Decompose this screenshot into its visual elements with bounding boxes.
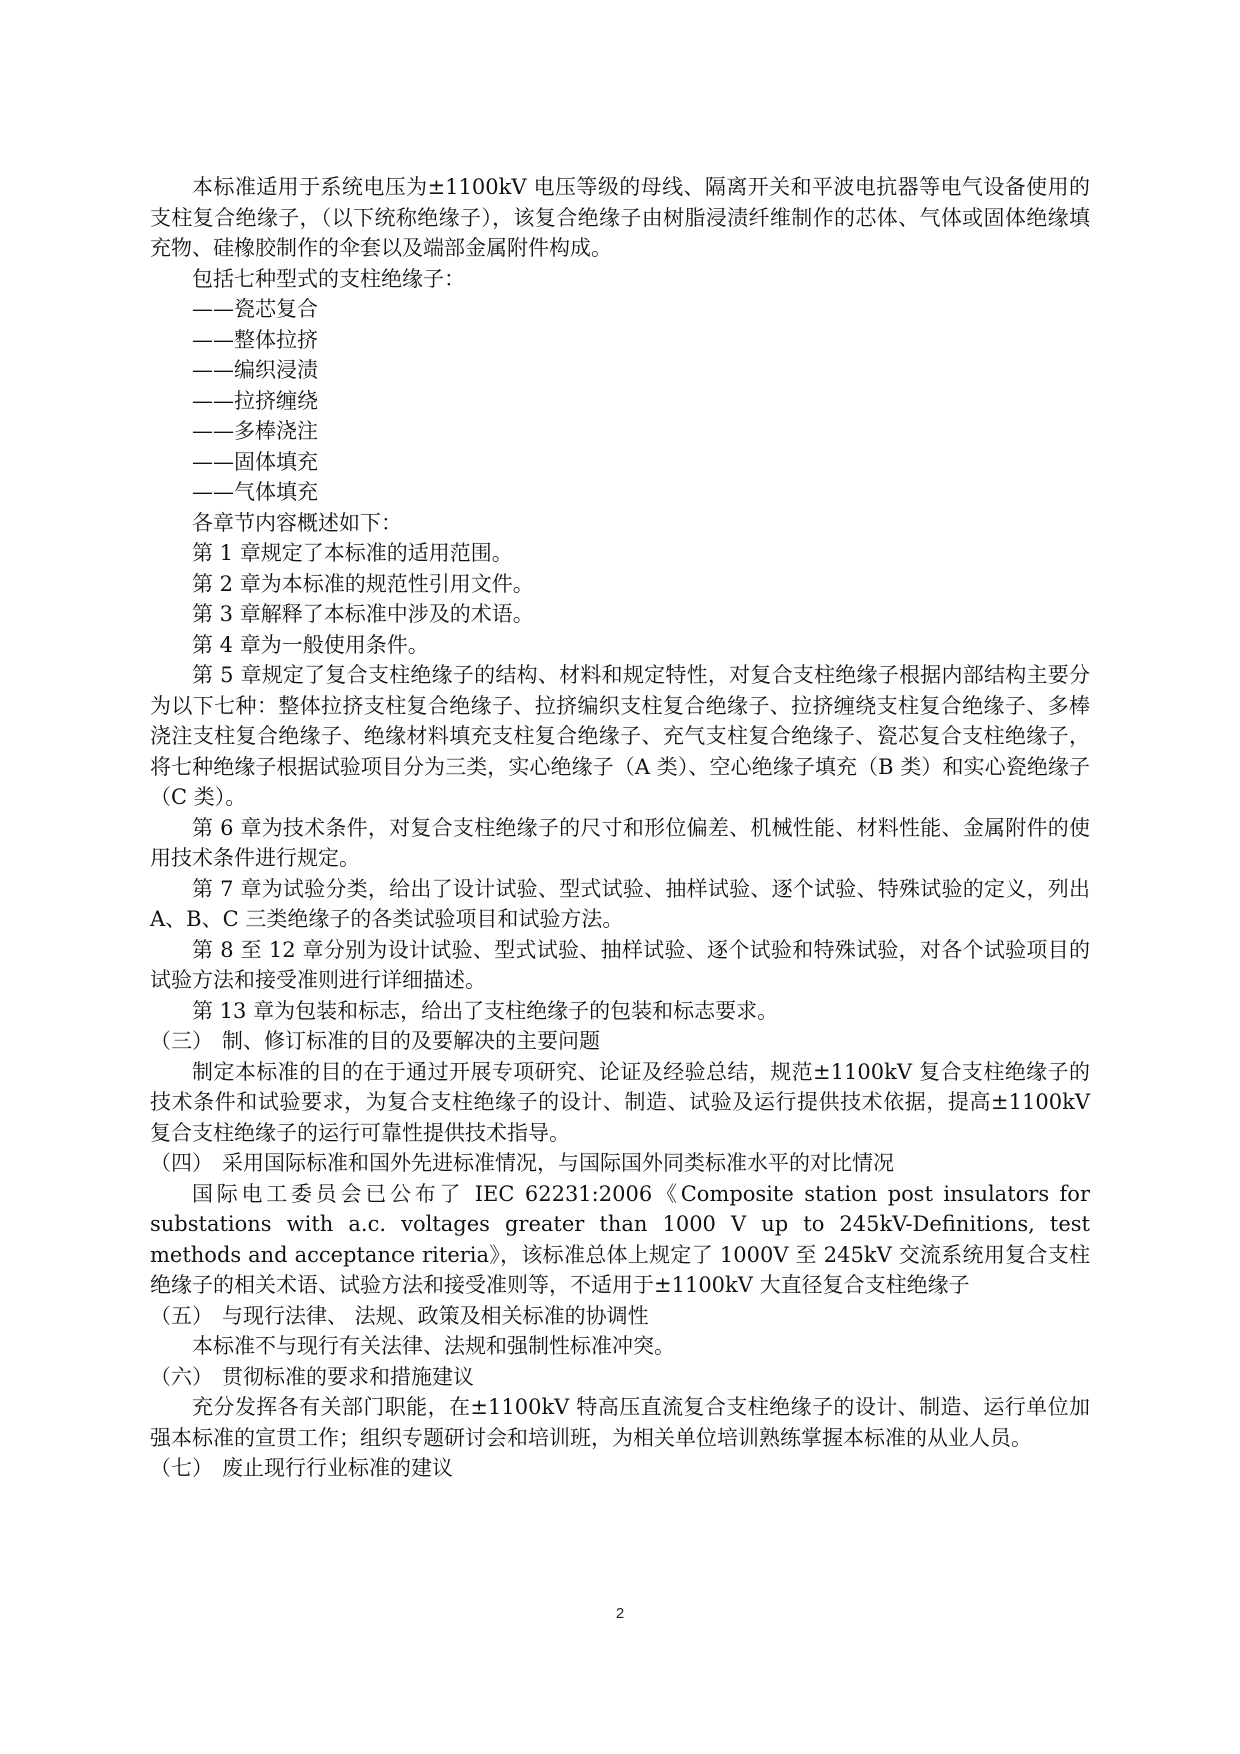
type-item: ——瓷芯复合 (192, 297, 318, 321)
section-heading (150, 1301, 1090, 1332)
type-item: ——多棒浇注 (192, 419, 318, 443)
section-title: 制、修订标准的目的及要解决的主要问题 (222, 1029, 600, 1053)
section-number: （四） (150, 1151, 213, 1175)
section-number: （五） (150, 1303, 213, 1328)
type-item: ——气体填充 (192, 480, 318, 504)
section-heading (150, 1026, 1090, 1057)
section-heading (150, 1453, 1090, 1484)
section-heading (150, 1148, 1090, 1179)
section-heading (150, 1362, 1090, 1393)
type-item: ——拉挤缠绕 (192, 388, 318, 413)
section-title: 与现行法律、 法规、政策及相关标准的协调性 (222, 1303, 649, 1328)
page-number: 2 (615, 1605, 625, 1622)
section-body: 制定本标准的目的在于通过开展专项研究、论证及经验总结，规范±1100kV 复合支柱绝缘子的技术条件和试验要求，为复合支柱绝缘子的设计、制造、试验及运行提供技术依据，提高±1100kV 复合支柱绝缘子的运行可靠性提供技术指导。 (150, 1059, 1090, 1145)
section-title: 废止现行行业标准的建议 (222, 1456, 453, 1480)
chapter-summary: 第 6 章为技术条件，对复合支柱绝缘子的尺寸和形位偏差、机械性能、材料性能、金属附件的使用技术条件进行规定。 (150, 815, 1090, 870)
type-item: ——固体填充 (192, 449, 318, 474)
section-body: 充分发挥各有关部门职能，在±1100kV 特高压直流复合支柱绝缘子的设计、制造、运行单位加强本标准的宣贯工作；组织专题研讨会和培训班，为相关单位培训熟练掌握本标准的从业人员。 (150, 1395, 1090, 1450)
section-number: （三） (150, 1029, 213, 1053)
chapters-intro: 各章节内容概述如下： (192, 510, 402, 535)
section-title: 贯彻标准的要求和措施建议 (222, 1364, 474, 1389)
scope-paragraph: 本标准适用于系统电压为±1100kV 电压等级的母线、隔离开关和平波电抗器等电气设备使用的支柱复合绝缘子，（以下统称绝缘子），该复合绝缘子由树脂浸渍纤维制作的芯体、气体或固体绝缘填充物、硅橡胶制作的伞套以及端部金属附件构成。 (150, 175, 1090, 260)
type-item: ——编织浸渍 (192, 358, 318, 382)
section-number: （七） (150, 1456, 213, 1480)
chapter-summary: 第 3 章解释了本标准中涉及的术语。 (192, 602, 534, 626)
chapter-summary: 第 4 章为一般使用条件。 (192, 632, 429, 657)
section-body: 国际电工委员会已公布了 IEC 62231:2006《Composite station post insulators for substations with a.c. voltages greater than 1000 V up to 245kV-Definitions, test methods and acceptance riteria》，该标准总体上规定了 1000V 至 245kV 交流系统用复合支柱绝缘子的相关术语、试验方法和接受准则等，不适用于±1100kV 大直径复合支柱绝缘子 (150, 1181, 1090, 1297)
chapter-summary: 第 7 章为试验分类，给出了设计试验、型式试验、抽样试验、逐个试验、特殊试验的定义，列出 A、B、C 三类绝缘子的各类试验项目和试验方法。 (150, 876, 1090, 931)
types-intro: 包括七种型式的支柱绝缘子： (192, 266, 465, 291)
chapter-summary: 第 2 章为本标准的规范性引用文件。 (192, 571, 534, 596)
section-number: （六） (150, 1364, 213, 1389)
chapter-summary: 第 8 至 12 章分别为设计试验、型式试验、抽样试验、逐个试验和特殊试验，对各个试验项目的试验方法和接受准则进行详细描述。 (150, 937, 1090, 992)
chapter-summary: 第 5 章规定了复合支柱绝缘子的结构、材料和规定特性，对复合支柱绝缘子根据内部结构主要分为以下七种：整体拉挤支柱复合绝缘子、拉挤编织支柱复合绝缘子、拉挤缠绕支柱复合绝缘子、多棒浇注支柱复合绝缘子、绝缘材料填充支柱复合绝缘子、充气支柱复合绝缘子、瓷芯复合支柱绝缘子，将七种绝缘子根据试验项目分为三类，实心绝缘子（A 类）、空心绝缘子填充（B 类）和实心瓷绝缘子（C 类）。 (150, 663, 1090, 809)
section-title: 采用国际标准和国外先进标准情况，与国际国外同类标准水平的对比情况 (222, 1151, 894, 1175)
type-item: ——整体拉挤 (192, 327, 318, 352)
chapter-summary: 第 13 章为包装和标志，给出了支柱绝缘子的包装和标志要求。 (192, 998, 779, 1023)
chapter-summary: 第 1 章规定了本标准的适用范围。 (192, 541, 513, 565)
document-page (150, 172, 1090, 1484)
section-body: 本标准不与现行有关法律、法规和强制性标准冲突。 (192, 1334, 675, 1358)
